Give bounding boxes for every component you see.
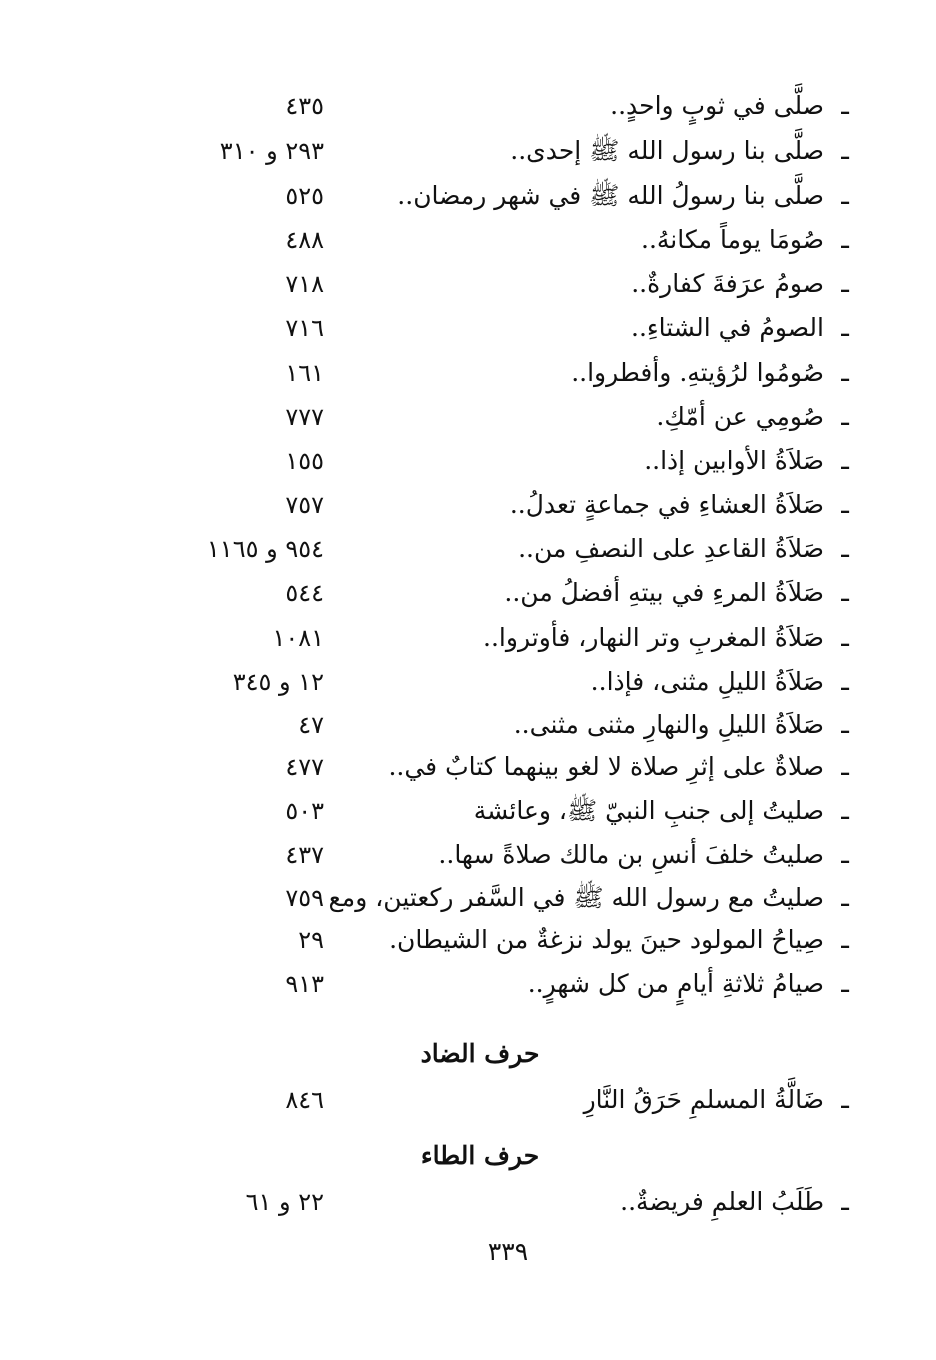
entry-page-ref: ١٠٨١ (272, 624, 324, 652)
index-entry (0, 1180, 936, 1224)
entry-text: صَلاَةُ العشاءِ في جماعةٍ تعدلُ.. (509, 490, 824, 519)
index-entry (0, 395, 936, 439)
entry-text: صليتُ إلى جنبِ النبيّ ﷺ، وعائشة (473, 796, 824, 825)
entry-text: صُومَا يوماً مكانهُ.. (641, 225, 824, 254)
entry-page-ref: ٤٨٨ (285, 226, 324, 254)
entry-text: صلاةٌ على إثرِ صلاة لا لغو بينهما كتابٌ في.. (388, 752, 824, 781)
index-entry (0, 527, 936, 571)
entry-dash: ـ (841, 358, 849, 388)
entry-text: صلَّى بنا رسولُ الله ﷺ في شهر رمضان.. (397, 181, 824, 210)
entry-dash: ـ (841, 969, 849, 999)
index-entry (0, 876, 936, 920)
index-entry (0, 306, 936, 350)
entry-text: طَلَبُ العلمِ فريضةٌ.. (620, 1187, 824, 1216)
index-entry (0, 789, 936, 833)
entry-text: الصومُ في الشتاءِ.. (631, 313, 824, 342)
entry-dash: ـ (841, 181, 849, 211)
entry-dash: ـ (841, 534, 849, 564)
index-entry (0, 1078, 936, 1122)
entry-text: صليتُ خلفَ أنسِ بن مالك صلاةً سها.. (438, 840, 824, 869)
entry-text: صِياحُ المولود حينَ يولد نزغةٌ من الشيطان. (389, 925, 824, 954)
index-entry (0, 616, 936, 660)
entry-page-ref: ٧١٦ (285, 314, 324, 342)
index-entry (0, 218, 936, 262)
entry-text: صَلاَةُ الليلِ والنهارِ مثنى مثنى.. (513, 710, 824, 739)
entry-text: صيامُ ثلاثةِ أيامٍ من كل شهرٍ.. (527, 969, 824, 998)
entry-page-ref: ٥٢٥ (285, 182, 324, 210)
entry-text: صَلاَةُ المغربِ وتر النهار، فأوتروا.. (483, 623, 824, 652)
index-entry (0, 439, 936, 483)
entry-text: صَلاَةُ الأوابين إذا.. (644, 446, 824, 475)
page-number: ٣٣٩ (487, 1237, 529, 1266)
entry-page-ref: ٧١٨ (285, 270, 324, 298)
entry-page-ref: ٤٣٧ (285, 841, 324, 869)
index-entry (0, 962, 936, 1006)
entry-page-ref: ٢٩٣ و ٣١٠ (219, 137, 324, 165)
entry-dash: ـ (841, 667, 849, 697)
index-entry (0, 351, 936, 395)
entry-dash: ـ (841, 840, 849, 870)
entry-text: ضَالَّةُ المسلمِ حَرَقُ النَّارِ (583, 1085, 824, 1114)
index-entry (0, 833, 936, 877)
entry-page-ref: ١٥٥ (285, 447, 324, 475)
entry-dash: ـ (841, 402, 849, 432)
entry-dash: ـ (841, 446, 849, 476)
entry-page-ref: ٤٧ (298, 711, 324, 739)
entry-dash: ـ (841, 269, 849, 299)
entry-text: صلَّى بنا رسول الله ﷺ إحدى.. (510, 136, 824, 165)
entry-text: صُومُوا لرُؤيتهِ. وأفطروا.. (571, 358, 824, 387)
entry-dash: ـ (841, 925, 849, 955)
index-entry (0, 918, 936, 962)
entry-page-ref: ١٦١ (285, 359, 324, 387)
index-entry (0, 262, 936, 306)
entry-text: صَلاَةُ الليلِ مثنى، فإذا.. (590, 667, 824, 696)
entry-dash: ـ (841, 1085, 849, 1115)
entry-page-ref: ٥٠٣ (285, 797, 324, 825)
entry-page-ref: ٩١٣ (285, 970, 324, 998)
entry-page-ref: ٧٥٧ (285, 491, 324, 519)
entry-page-ref: ٧٥٩ (285, 884, 324, 912)
entry-dash: ـ (841, 91, 849, 121)
index-entry (0, 129, 936, 173)
entry-page-ref: ١٢ و ٣٤٥ (232, 668, 324, 696)
entry-dash: ـ (841, 578, 849, 608)
index-entry (0, 174, 936, 218)
entry-text: صليتُ مع رسول الله ﷺ في السَّفر ركعتين، ومع (328, 883, 824, 912)
index-entry (0, 483, 936, 527)
section-heading-ta: حرف الطاء (420, 1141, 540, 1170)
entry-dash: ـ (841, 313, 849, 343)
entry-text: صومُ عرَفةَ كفارةٌ.. (631, 269, 824, 298)
entry-dash: ـ (841, 710, 849, 740)
index-entry (0, 703, 936, 747)
entry-dash: ـ (841, 136, 849, 166)
entry-dash: ـ (841, 225, 849, 255)
entry-dash: ـ (841, 883, 849, 913)
entry-page-ref: ٥٤٤ (285, 579, 324, 607)
index-entry (0, 660, 936, 704)
entry-page-ref: ٩٥٤ و ١١٦٥ (206, 535, 324, 563)
entry-page-ref: ٨٤٦ (285, 1086, 324, 1114)
entry-page-ref: ٤٧٧ (285, 753, 324, 781)
entry-dash: ـ (841, 490, 849, 520)
entry-dash: ـ (841, 752, 849, 782)
index-entry (0, 571, 936, 615)
entry-page-ref: ٤٣٥ (285, 92, 324, 120)
entry-text: صَلاَةُ المرءِ في بيتهِ أفضلُ من.. (504, 578, 824, 607)
entry-text: صَلاَةُ القاعدِ على النصفِ من.. (518, 534, 824, 563)
index-entry (0, 84, 936, 128)
index-entry (0, 745, 936, 789)
entry-dash: ـ (841, 796, 849, 826)
entry-text: صُومِي عن أمّكِ. (656, 402, 824, 431)
entry-dash: ـ (841, 623, 849, 653)
entry-page-ref: ٢٢ و ٦١ (245, 1188, 324, 1216)
entry-page-ref: ٢٩ (298, 926, 324, 954)
section-heading-dad: حرف الضاد (420, 1039, 540, 1068)
entry-text: صلَّى في ثوبٍ واحدٍ.. (610, 91, 824, 120)
entry-page-ref: ٧٧٧ (285, 403, 324, 431)
entry-dash: ـ (841, 1187, 849, 1217)
